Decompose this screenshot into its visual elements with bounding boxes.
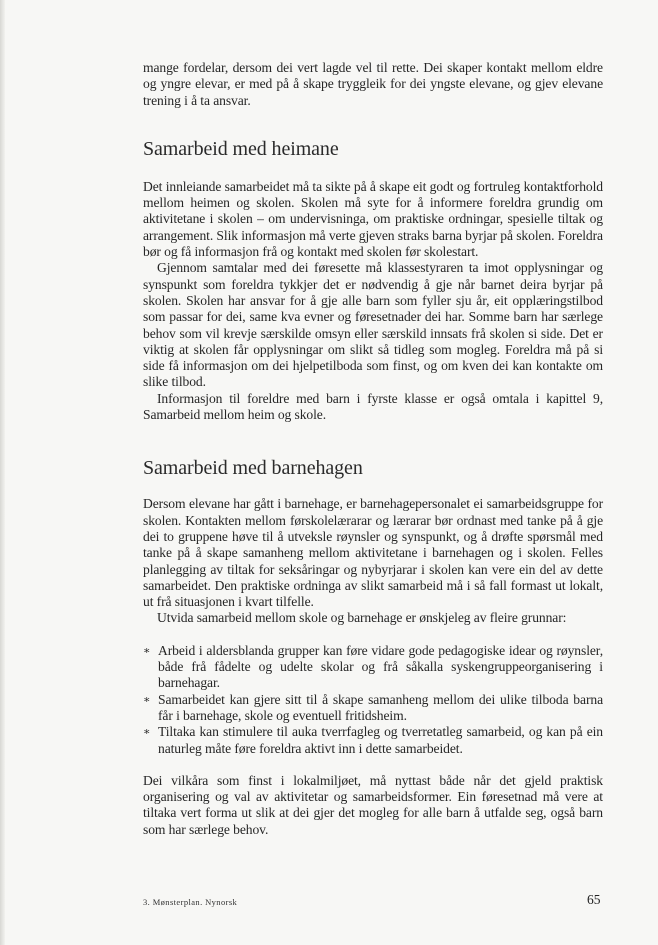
heimane-paragraph-2: Gjennom samtalar med dei føresette må klassestyraren ta imot opplysningar og synspunkt som foreldra tykkjer det er nødvendig å gje når barnet deira byrjar på skolen. Skolen har ansvar for å gje alle barn som fyller sju år, eit opplæringstilbod som passar for dei, same kva evner og føresetnader dei har. Somme barn har særlege behov som vil krevje særskilde omsyn eller særskild innsats frå skolen si side. Det er viktig at skolen får opplysningar om slikt så tidleg som mogleg. Foreldra må på si side få informasjon om dei hjelpetilboda som finst, og om kven dei kan kontakte om slike tilbod. <box>143 260 603 390</box>
closing-paragraph: Dei vilkåra som finst i lokalmiljøet, må nyttast både når det gjeld praktisk organisering og val av aktivitetar og samarbeidsformer. Ein føresetnad må vere at tiltaka vert forma ut slik at dei gjer det mogleg for alle barn å utfalde seg, også barn som har særlege behov. <box>143 772 603 837</box>
list-item <box>143 643 603 692</box>
bullet-text: Tiltaka kan stimulere til auka tverrfagleg og tverretatleg samarbeid, og kan på ein naturleg måte føre foreldra aktivt inn i dette samarbeidet. <box>158 724 603 756</box>
barnehagen-paragraph-1: Dersom elevane har gått i barnehage, er barnehagepersonalet ei samarbeidsgruppe for skolen. Kontakten mellom førskolelærarar og lærarar bør ordnast med tanke på å gje dei to gruppene høve til å utveksle røynsler og synspunkt, og å drøfte spørsmål med tanke på å skape samanheng mellom aktivitetane i barnehagen og i skolen. Felles planlegging av tiltak for seksåringar og nybyrjarar i skolen kan vere ein del av dette samarbeidet. Den praktiske ordninga av slikt samarbeid må i så fall formast ut lokalt, ut frå situasjonen i kvart tilfelle. <box>143 496 603 610</box>
bullet-list <box>143 643 603 757</box>
heimane-paragraph-3: Informasjon til foreldre med barn i fyrste klasse er også omtala i kapittel 9, Samarbeid mellom heim og skole. <box>143 390 603 423</box>
intro-paragraph: mange fordelar, dersom dei vert lagde vel til rette. Dei skaper kontakt mellom eldre og yngre elevar, er med på å skape tryggleik for dei yngste elevane, og gjev elevane trening i å ta ansvar. <box>143 60 603 108</box>
page-number: 65 <box>587 892 601 907</box>
bullet-text: Samarbeidet kan gjere sitt til å skape samanheng mellom dei ulike tilboda barna får i barnehage, skole og eventuell fritidsheim. <box>158 691 603 723</box>
bullet-text: Arbeid i aldersblanda grupper kan føre vidare gode pedagogiske idear og røynsler, både frå fådelte og udelte skolar og frå såkalla syskengruppeorganisering i barnehagar. <box>158 642 603 691</box>
asterisk-bullet-icon: ∗ <box>143 726 151 739</box>
list-item <box>143 692 603 725</box>
footer-publication-label: 3. Mønsterplan. Nynorsk <box>143 897 238 907</box>
asterisk-bullet-icon: ∗ <box>143 693 151 706</box>
heading-samarbeid-barnehagen: Samarbeid med barnehagen <box>143 457 363 480</box>
heimane-paragraph-1: Det innleiande samarbeidet må ta sikte på å skape eit godt og fortruleg kontaktforhold mellom heimen og skolen. Skolen må syte for å informere foreldra grundig om aktivitetane i skolen – om undervisninga, om praktiske ordningar, spesielle tiltak og arrangement. Slik informasjon må verte gjeven straks barna byrjar på skolen. Foreldra bør og få informasjon frå og kontakt med skolen før skolestart. <box>143 178 603 260</box>
barnehagen-paragraph-2: Utvida samarbeid mellom skole og barnehage er ønskjeleg av fleire grunnar: <box>157 610 567 626</box>
page-content <box>143 60 603 838</box>
page-edge-shadow <box>0 0 5 945</box>
list-item <box>143 724 603 757</box>
asterisk-bullet-icon: ∗ <box>143 644 151 657</box>
heading-samarbeid-heimane: Samarbeid med heimane <box>143 137 339 160</box>
